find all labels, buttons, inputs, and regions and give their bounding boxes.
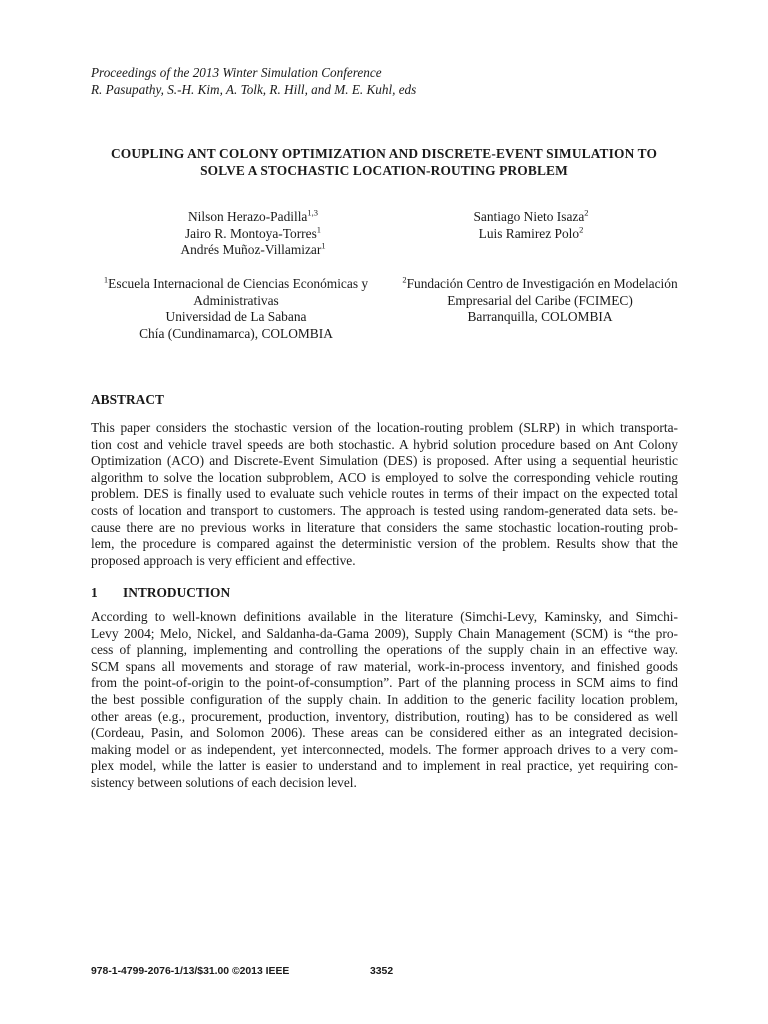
text-line: proposed approach is very efficient and effective.: [91, 552, 356, 568]
affiliation-line: Barranquilla, COLOMBIA: [467, 309, 613, 325]
title-line-2: SOLVE A STOCHASTIC LOCATION-ROUTING PROBLEM: [200, 162, 568, 178]
text-line: Levy 2004; Melo, Nickel, and Saldanha-da-Gama 2009), Supply Chain Management (SCM) is “the pro-: [91, 625, 678, 641]
text-line: problem. DES is finally used to evaluate such vehicle routes in terms of their impact on the expected total: [91, 486, 678, 502]
section-title: INTRODUCTION: [123, 585, 231, 600]
affiliation-line: $^2$Fundación Centro de Investigación en Modelación: [402, 274, 678, 291]
affiliation-left: [93, 276, 379, 342]
affiliation-right: [390, 276, 690, 326]
introduction-body: [91, 609, 678, 792]
authors-left: [140, 209, 366, 259]
text-line: cause there are no previous works in literature that considers the same stochastic location-routing prob-: [91, 519, 678, 535]
text-line: making model or as independent, yet interconnected, models. The former approach drives to a very com-: [91, 741, 678, 757]
authors-right: [430, 209, 632, 242]
text-line: costs of location and transport to customers. The approach is tested using random-generated data sets. be-: [91, 502, 678, 518]
author: Santiago Nieto Isaza$^2$: [473, 207, 589, 224]
affiliation-line: Empresarial del Caribe (FCIMEC): [447, 292, 633, 308]
text-line: Optimization (ACO) and Discrete-Event Simulation (DES) is proposed. After using a sequential heuristic: [91, 453, 678, 469]
affiliation-line: Chía (Cundinamarca), COLOMBIA: [139, 325, 333, 341]
text-line: plex model, while the latter is easier to understand and to implement in real practice, yet requiring con-: [91, 758, 678, 774]
affiliation-line: Administrativas: [193, 292, 279, 308]
text-line: cess of planning, implementing and controlling the operations of the supply chain in an effective way.: [91, 642, 678, 658]
text-line: This paper considers the stochastic version of the location-routing problem (SLRP) in which transporta-: [91, 420, 678, 435]
author: Luis Ramirez Polo$^2$: [478, 224, 584, 241]
text-line: algorithm to solve the location subproblem, ACO is employed to solve the corresponding vehicle routing: [91, 469, 678, 485]
proceedings-line: Proceedings of the 2013 Winter Simulation Conference: [91, 65, 382, 80]
text-line: other areas (e.g., procurement, production, inventory, distribution, routing) has to be considered as well: [91, 708, 678, 724]
title-line-1: COUPLING ANT COLONY OPTIMIZATION AND DISCRETE-EVENT SIMULATION TO: [110, 146, 658, 161]
text-line: tion cost and vehicle travel speeds are both stochastic. A hybrid solution procedure based on Ant Colony: [91, 436, 678, 452]
paper-title: [60, 146, 708, 179]
abstract-body: [91, 420, 678, 569]
affiliation-line: Universidad de La Sabana: [165, 309, 307, 325]
author: Andrés Muñoz-Villamizar$^1$: [180, 240, 326, 258]
text-line: lem, the procedure is compared against the deterministic version of the problem. Results show that the: [91, 536, 678, 552]
text-line: from the point-of-origin to the point-of-consumption”. Part of the planning process in SCM aims to find: [91, 675, 678, 691]
footer-isbn: 978-1-4799-2076-1/13/$31.00 ©2013 IEEE: [91, 966, 290, 977]
text-line: According to well-known definitions available in the literature (Simchi-Levy, Kaminsky, and Simchi-: [91, 609, 678, 624]
section-number: 1: [91, 585, 98, 600]
text-line: the best possible configuration of the supply chain. In addition to the generic facility location problem,: [91, 691, 678, 707]
page-number: 3352: [370, 966, 394, 977]
abstract-heading: ABSTRACT: [91, 392, 164, 407]
text-line: SCM spans all movements and storage of raw material, work-in-process inventory, and finished goods: [91, 658, 678, 674]
editors-line: R. Pasupathy, S.-H. Kim, A. Tolk, R. Hill, and M. E. Kuhl, eds: [91, 82, 417, 97]
proceedings-header: [91, 64, 416, 98]
author: Jairo R. Montoya-Torres$^1$: [184, 224, 322, 241]
author: Nilson Herazo-Padilla$^{1,3}$: [188, 207, 318, 224]
affiliation-line: $^1$Escuela Internacional de Ciencias Económicas y: [103, 274, 369, 291]
text-line: (Cordeau, Pasin, and Solomon 2006). These areas can be considered either as an integrated decision-: [91, 725, 678, 741]
text-line: sistency between solutions of each decision level.: [91, 774, 357, 790]
introduction-heading: [91, 585, 230, 601]
